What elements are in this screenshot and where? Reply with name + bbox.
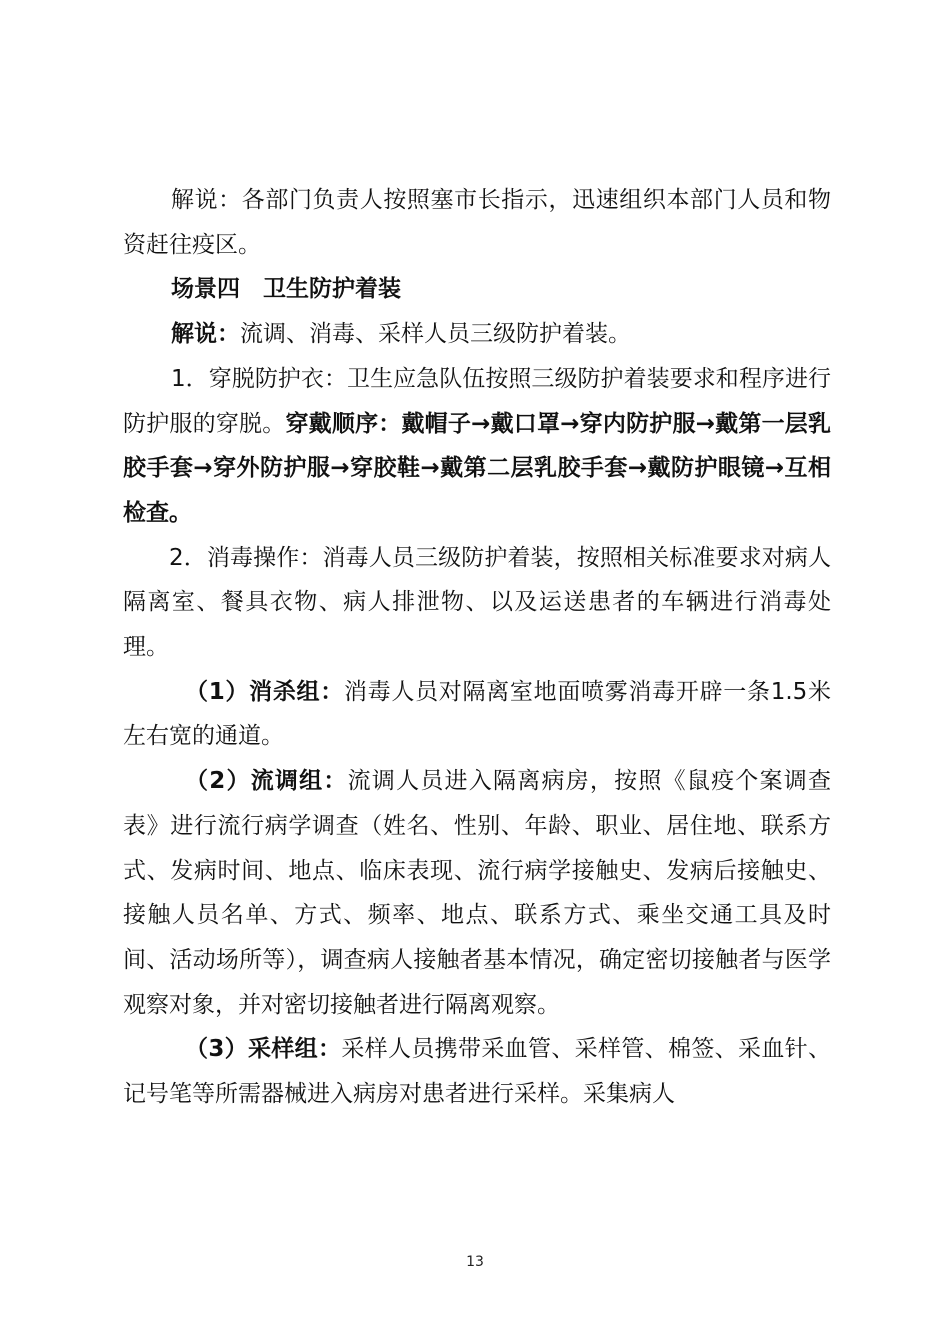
document-body [123, 178, 831, 1117]
commentary-label: 解说： [171, 321, 240, 348]
group-label: （3）采样组： [185, 1036, 342, 1063]
paragraph-text: 采样人员携带采血管、采样管、棉签、采血针、记号笔等所需器械进入病房对患者进行采样。采集病人 [123, 1036, 831, 1108]
paragraph-text: 解说：各部门负责人按照塞市长指示，迅速组织本部门人员和物资赶往疫区。 [123, 187, 831, 258]
donning-order-text: 穿戴顺序：戴帽子→戴口罩→穿内防护服→戴第一层乳胶手套→穿外防护服→穿胶鞋→戴第二层乳胶手套→戴防护眼镜→互相检查。 [123, 410, 831, 526]
paragraph-text: 流调人员进入隔离病房，按照《鼠疫个案调查表》进行流行病学调查（姓名、性别、年龄、职业、居住地、联系方式、发病时间、地点、临床表现、流行病学接触史、发病后接触史、接触人员名单、方式、频率、地点、联系方式、乘坐交通工具及时间、活动场所等），调查病人接触者基本情况，确定密切接触者与医学观察对象，并对密切接触者进行隔离观察。 [123, 768, 831, 1018]
scene-heading [123, 267, 831, 312]
group-label: （1）消杀组： [185, 678, 344, 705]
paragraph-item-2 [123, 536, 831, 670]
page-number: 13 [466, 1254, 484, 1270]
paragraph-group-1 [123, 670, 831, 759]
paragraph-item-1 [123, 357, 831, 536]
paragraph-group-3 [123, 1027, 831, 1116]
scene-heading-text: 场景四 卫生防护着装 [171, 276, 401, 303]
paragraph-text: 流调、消毒、采样人员三级防护着装。 [240, 321, 631, 348]
paragraph-commentary-2 [123, 312, 831, 357]
paragraph-group-2 [123, 759, 831, 1027]
paragraph-text: 2．消毒操作：消毒人员三级防护着装，按照相关标准要求对病人隔离室、餐具衣物、病人排泄物、以及运送患者的车辆进行消毒处理。 [123, 544, 831, 661]
paragraph-commentary-1 [123, 178, 831, 267]
paragraph-text: 1．穿脱防护衣：卫生应急队伍按照三级防护着装要求和程序进行防护服的穿脱。 [123, 365, 831, 437]
group-label: （2）流调组： [185, 768, 348, 795]
paragraph-text: 消毒人员对隔离室地面喷雾消毒开辟一条1.5米左右宽的通道。 [123, 678, 831, 750]
